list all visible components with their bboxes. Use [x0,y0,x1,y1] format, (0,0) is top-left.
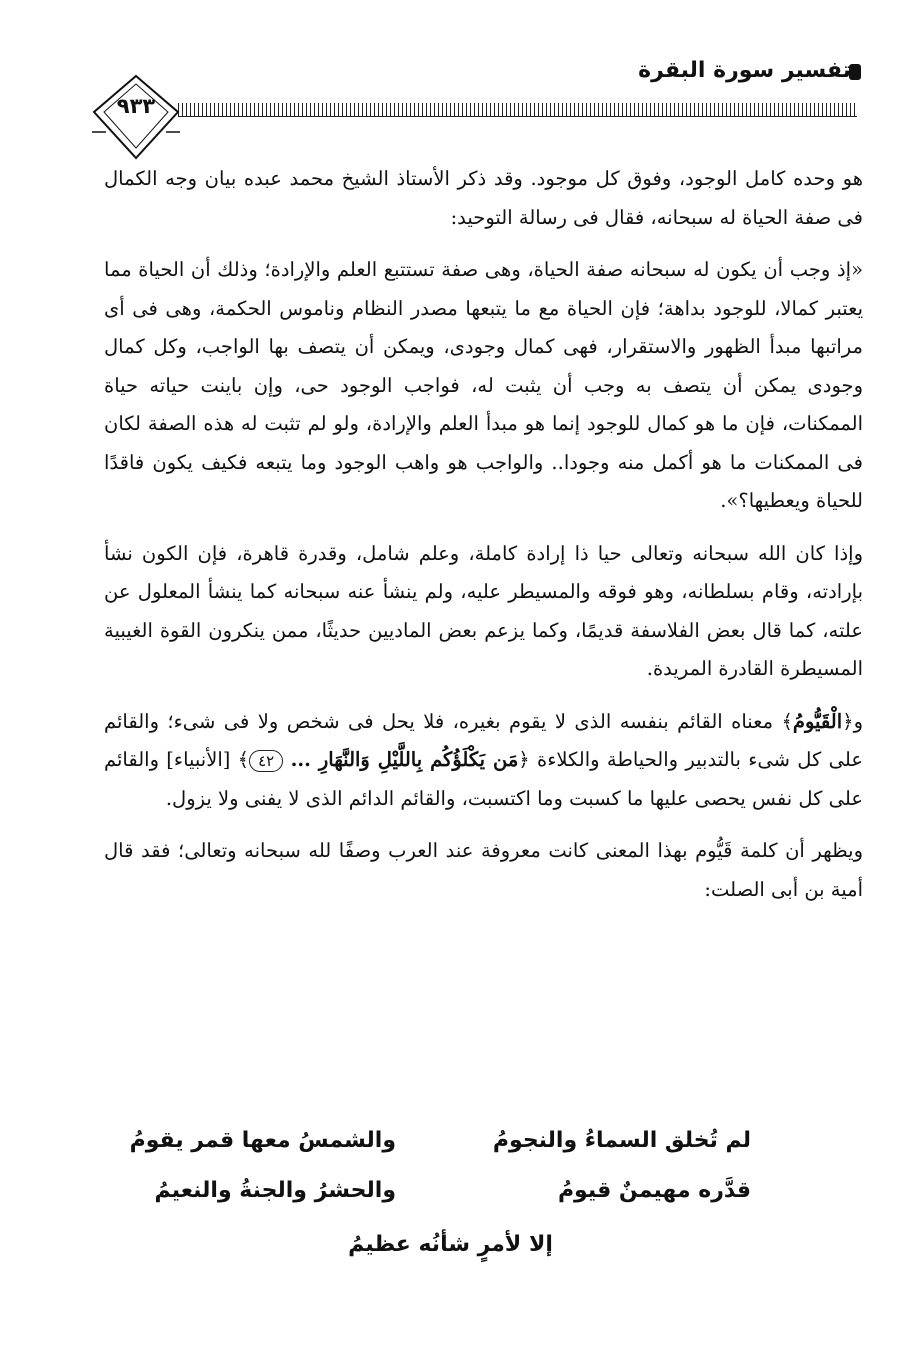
running-header-title: تفسير سورة البقرة [638,58,851,83]
poem-verse-line [100,1128,861,1178]
poem-hemistich: لم تُخلق السماءُ والنجومُ [492,1128,751,1153]
poem-hemistich: والشمسُ معها قمر يقومُ [129,1128,396,1153]
paragraph-intro: هو وحده كامل الوجود، وفوق كل موجود. وقد ذكر الأستاذ الشيخ محمد عبده بيان وجه الكمال فى صفة الحياة له سبحانه، فقال فى رسالة التوحيد: [104,167,863,229]
quran-word-qayyum: الْقَيُّومُ [792,709,843,733]
page-number: ٩٣٣ [116,94,156,118]
poem [100,1128,861,1257]
poem-hemistich: والحشرُ والجنةُ والنعيمُ [154,1178,396,1203]
poem-final-line: إلا لأمرٍ شأنُه عظيمُ [348,1232,553,1257]
poem-verse-line [100,1178,861,1228]
paragraph-quotation: «إذ وجب أن يكون له سبحانه صفة الحياة، وهى صفة تستتبع العلم والإرادة؛ وذلك أن الحياة مما يعتبر كمالا، للوجود بداهة؛ فإن الحياة مع ما يتبعها مصدر النظام وناموس الحكمة، وهى فى أى مراتبها مبدأ الظهور والاستقرار، فهى كمال وجودى، ويمكن أن يتصف بها الواجب، وكل كمال وجودى يمكن أن يتصف به وجب أن يثبت له، فواجب الوجود حى، وإن باينت حياته حياة الممكنات، فإن ما هو كمال للوجود إنما هو مبدأ العلم والإرادة، ولو لم تثبت له هذه الصفة لكان فى الممكنات ما هو أكمل منه وجودا.. والواجب هو واهب الوجود وما يتبعه فكيف يكون فاقدًا للحياة ويعطيها؟». [104,258,863,512]
text-fragment: ﴾ معناه القائم بنفسه الذى لا يقوم بغيره، فلا يحل فى شخص ولا فى شىء؛ والقائم على كل شىء بالتدبير والحياطة والكلاءة ﴿ [104,709,863,771]
text-fragment: ﴾ [الأنبياء] والقائم على كل نفس يحصى عليها ما كسبت وما اكتسبت، والقائم الدائم الذى لا يفنى ولا يزول. [104,748,863,810]
text-fragment: و﴿ [842,709,863,733]
paragraph-will-and-creation: وإذا كان الله سبحانه وتعالى حيا ذا إرادة كاملة، وعلم شامل، وقدرة قاهرة، فإن الكون نشأ بإرادته، وقام بسلطانه، وهو فوقه والمسيطر عليه، ولم ينشأ عنه سبحانه كما ينشأ المعلول عن علته، كما قال بعض الفلاسفة قديمًا، وكما يزعم بعض الماديين حديثًا، ممن ينكرون القوة الغيبية المسيطرة القادرة المريدة. [104,541,863,680]
paragraph-poet-intro: ويظهر أن كلمة قَيُّوم بهذا المعنى كانت معروفة عند العرب وصفًا لله سبحانه وتعالى؛ فقد قال أمية بن أبى الصلت: [104,839,863,901]
quran-verse: مَن يَكْلَؤُكُم بِاللَّيْلِ وَالنَّهَارِ ... [290,748,519,771]
header-rule-base [178,116,857,117]
page-number-badge-icon [92,74,180,162]
verse-number-marker: ٤٢ [249,750,283,772]
header-rule [178,103,857,117]
paragraph-qayyum [104,703,863,819]
poem-hemistich: قدَّره مهيمنٌ قيومُ [557,1178,751,1203]
body-text [104,160,863,909]
